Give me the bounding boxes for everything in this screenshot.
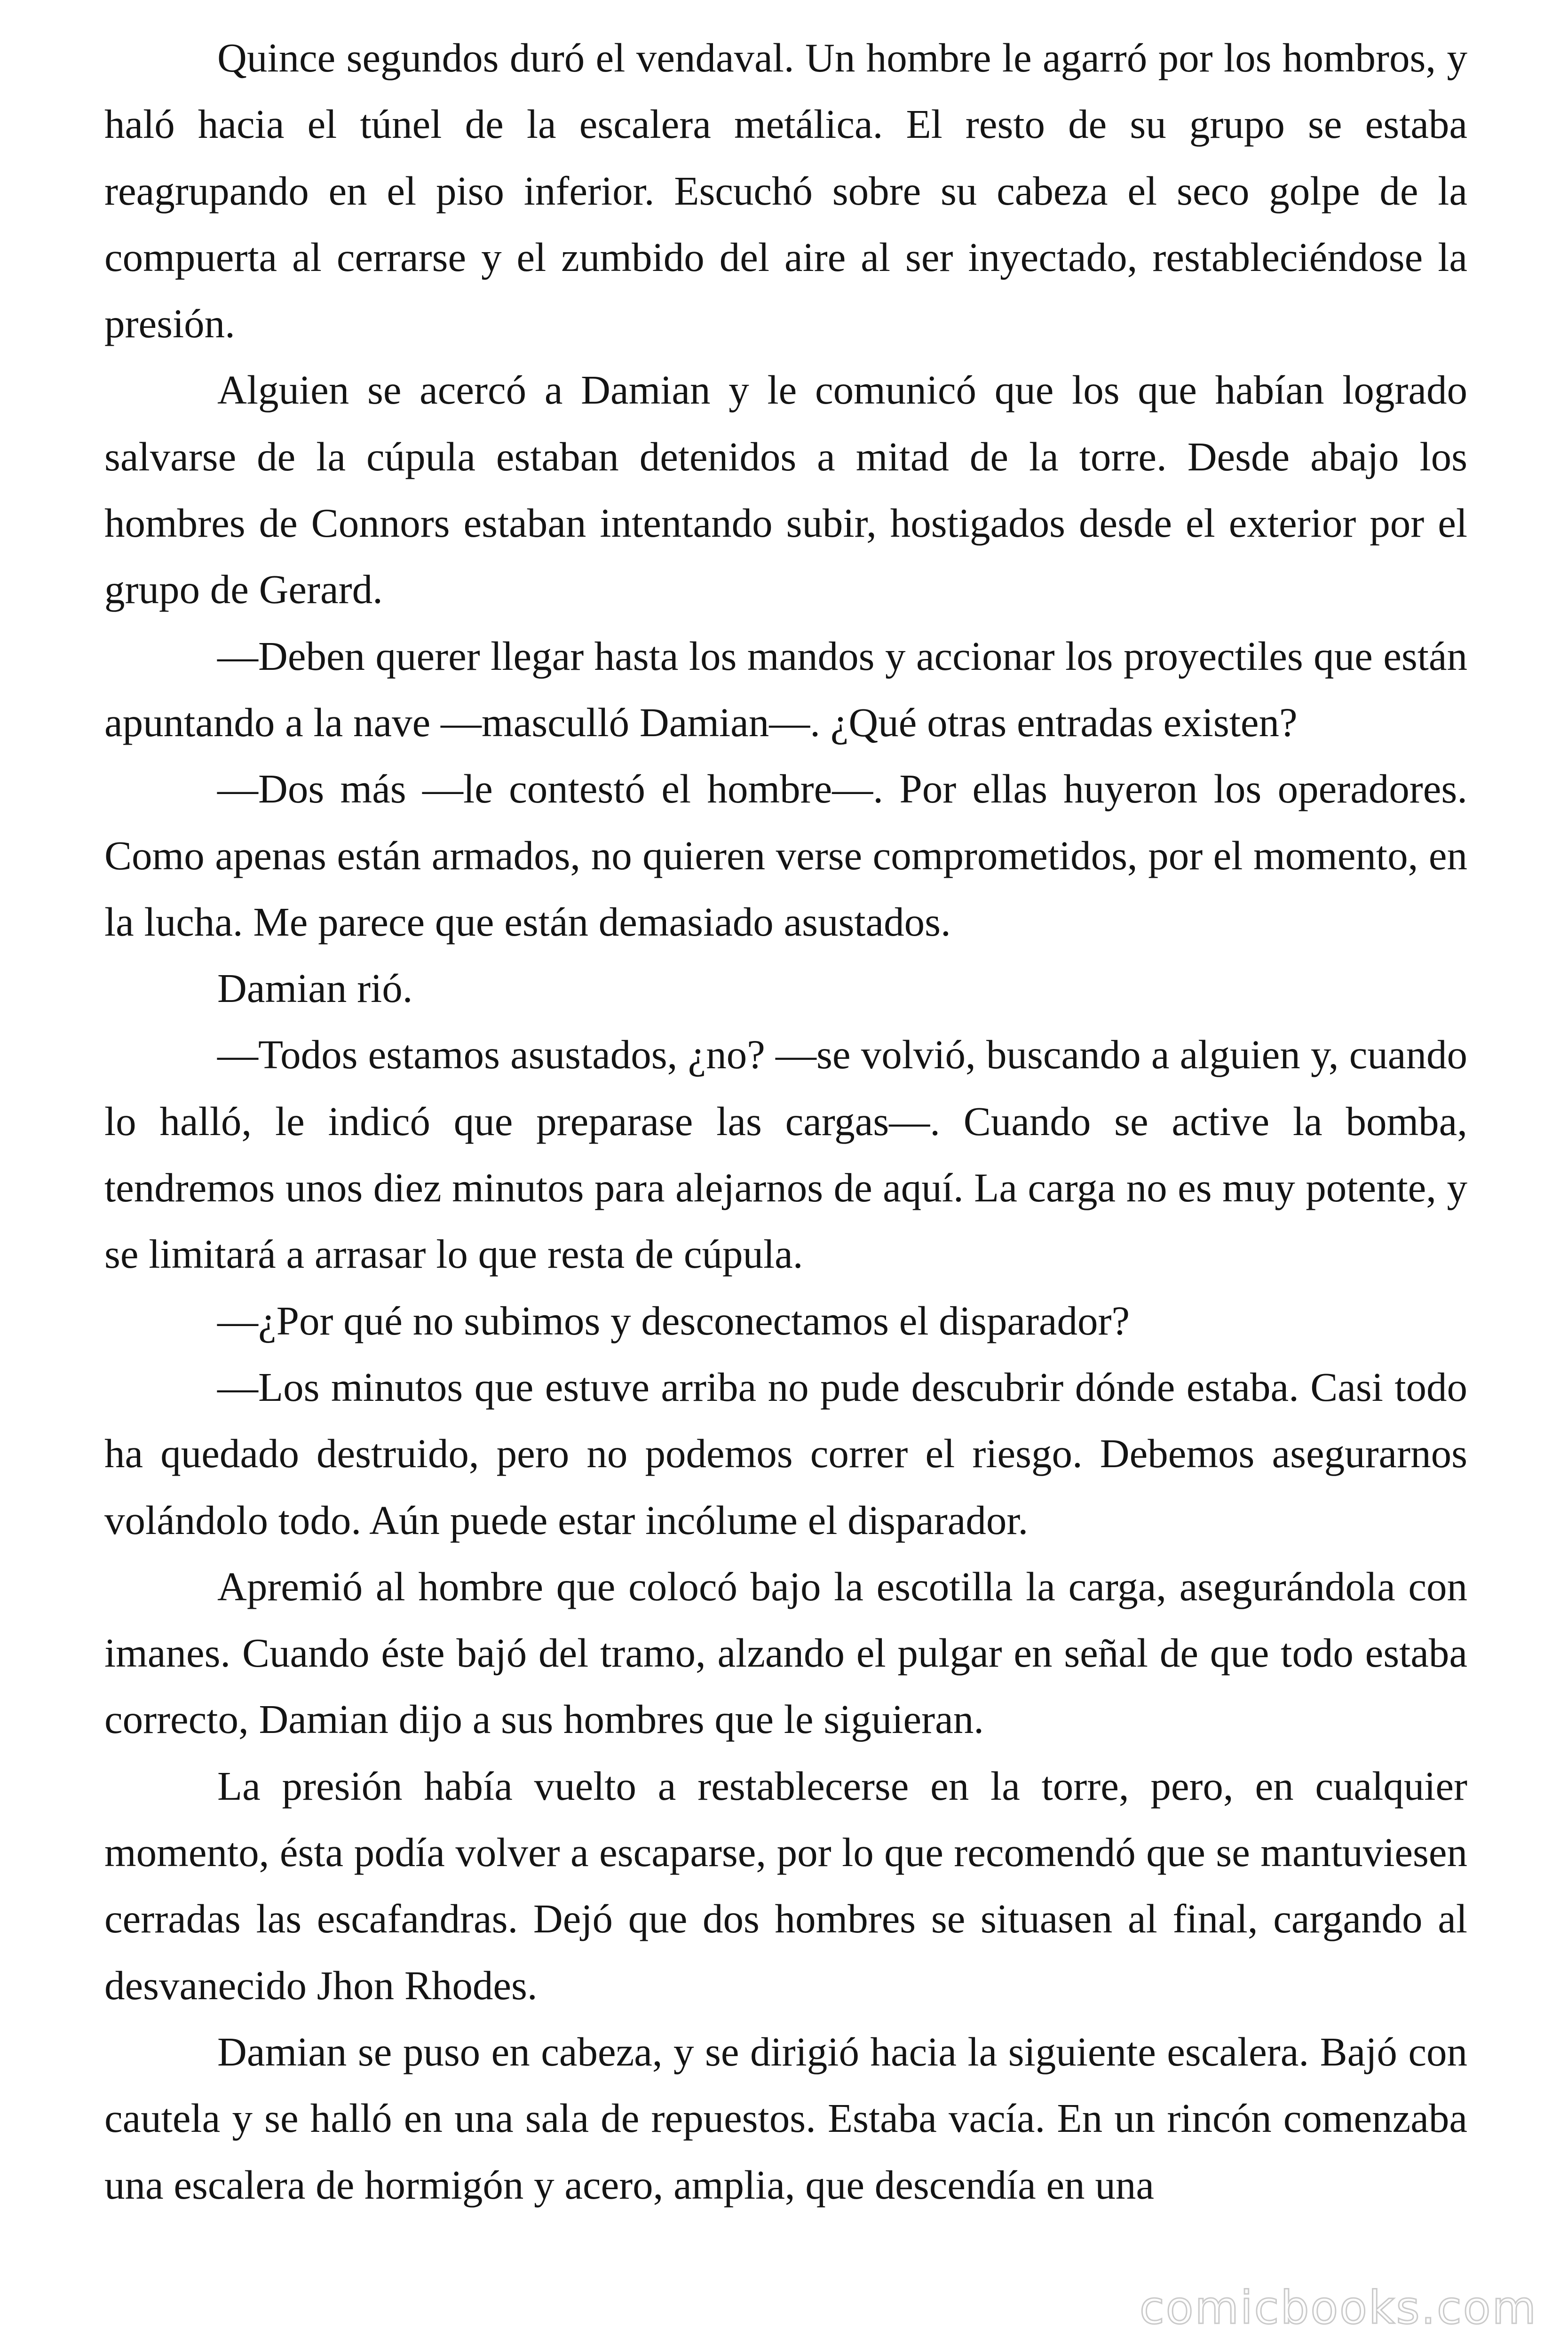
- paragraph-8: —Los minutos que estuve arriba no pude descubrir dónde estaba. Casi todo ha quedado destruido, pero no podemos correr el riesgo. Debemos asegurarnos volándolo todo. Aún puede estar incólume el disparador.: [104, 1364, 1467, 1543]
- paragraph-6: —Todos estamos asustados, ¿no? —se volvió, buscando a alguien y, cuando lo halló, le indicó que preparase las cargas—. Cuando se active la bomba, tendremos unos diez minutos para alejarnos de aquí. La carga no es muy potente, y se limitará a arrasar lo que resta de cúpula.: [104, 1032, 1467, 1277]
- paragraph-3: —Deben querer llegar hasta los mandos y accionar los proyectiles que están apuntando a la nave —masculló Damian—. ¿Qué otras entradas existen?: [104, 633, 1467, 745]
- paragraph-11: Damian se puso en cabeza, y se dirigió hacia la siguiente escalera. Bajó con cautela y se halló en una sala de repuestos. Estaba vacía. En un rincón comenzaba una escalera de hormigón y acero, amplia, que descendía en una: [104, 2028, 1467, 2208]
- paragraph-5: Damian rió.: [217, 965, 413, 1011]
- paragraph-2: Alguien se acercó a Damian y le comunicó que los que habían logrado salvarse de la cúpula estaban detenidos a mitad de la torre. Desde abajo los hombres de Connors estaban intentando subir, hostigados desde el exterior por el grupo de Gerard.: [104, 367, 1467, 612]
- paragraph-9: Apremió al hombre que colocó bajo la escotilla la carga, asegurándola con imanes. Cuando éste bajó del tramo, alzando el pulgar en señal de que todo estaba correcto, Damian dijo a sus hombres que le siguieran.: [104, 1563, 1467, 1742]
- watermark: comicbooks.com: [1139, 2281, 1537, 2334]
- paragraph-10: La presión había vuelto a restablecerse en la torre, pero, en cualquier momento, ésta podía volver a escaparse, por lo que recomendó que se mantuviesen cerradas las escafandras. Dejó que dos hombres se situasen al final, cargando al desvanecido Jhon Rhodes.: [104, 1763, 1467, 2008]
- paragraph-1: Quince segundos duró el vendaval. Un hombre le agarró por los hombros, y haló hacia el túnel de la escalera metálica. El resto de su grupo se estaba reagrupando en el piso inferior. Escuchó sobre su cabeza el seco golpe de la compuerta al cerrarse y el zumbido del aire al ser inyectado, restableciéndose la presión.: [104, 35, 1467, 347]
- paragraph-7: —¿Por qué no subimos y desconectamos el disparador?: [217, 1297, 1130, 1343]
- page-body: [104, 24, 1467, 2218]
- paragraph-4: —Dos más —le contestó el hombre—. Por ellas huyeron los operadores. Como apenas están armados, no quieren verse comprometidos, por el momento, en la lucha. Me parece que están demasiado asustados.: [104, 766, 1467, 945]
